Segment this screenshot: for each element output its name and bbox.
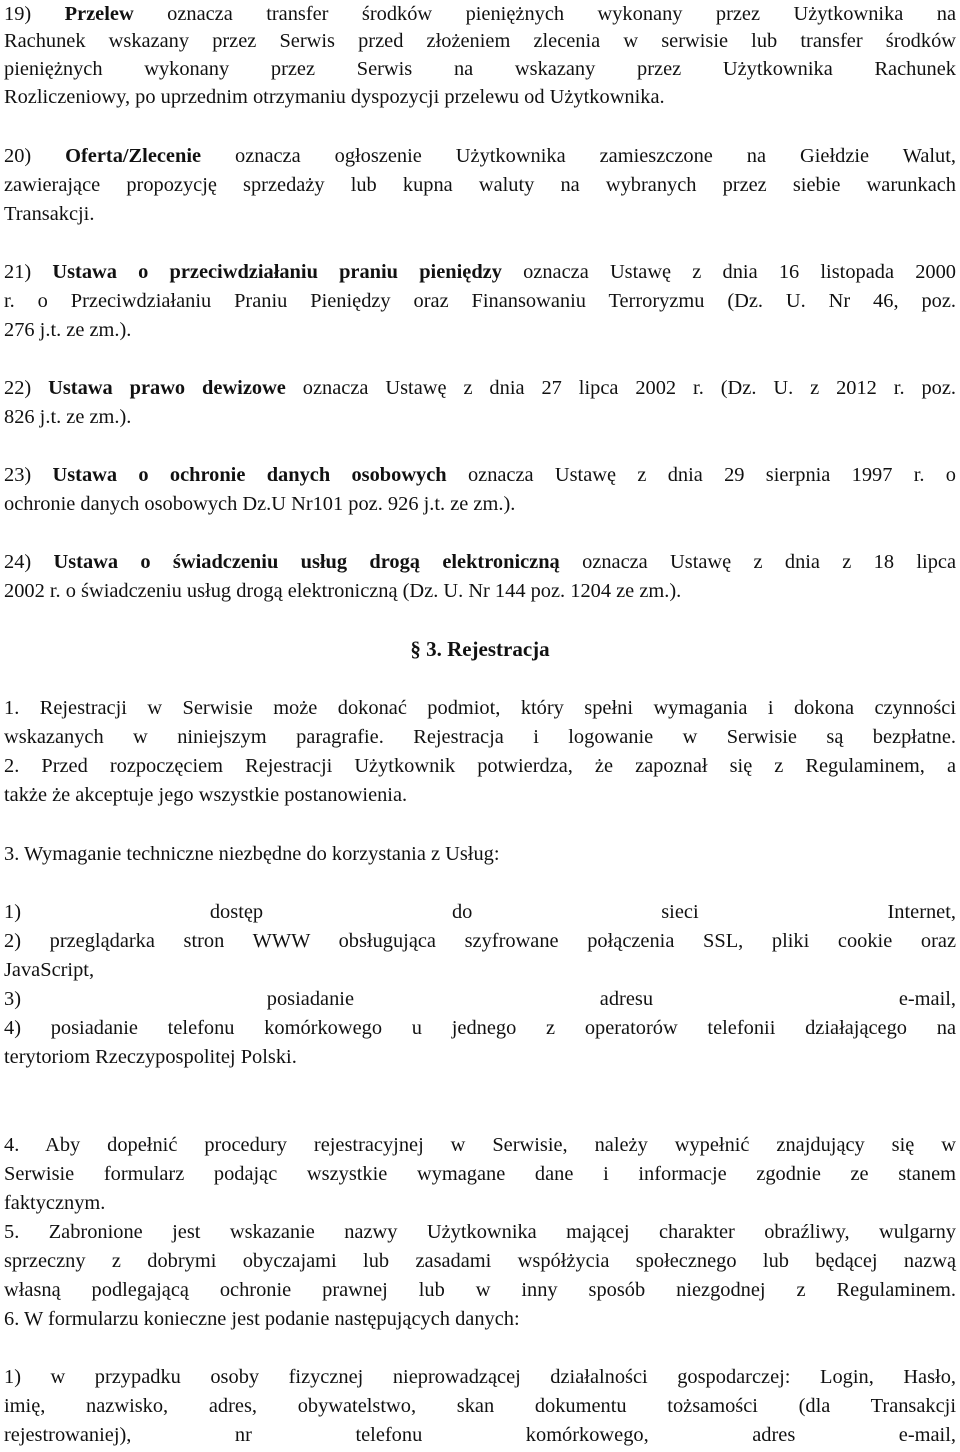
bold-term: Ustawa o świadczeniu usług drogą elektroniczną [53,551,560,573]
text-run: 5. Zabronione jest wskazanie nazwy Użytkownika mającej charakter obraźliwy, wulgarny [4,1221,956,1243]
text-line [4,898,956,927]
text-line [4,171,956,200]
text-line [4,83,956,112]
text-run: 3. Wymaganie techniczne niezbędne do korzystania z Usług: [4,843,500,865]
text-run: także że akceptuje jego wszystkie postanowienia. [4,784,408,806]
text-line [4,1218,956,1247]
text-line [4,316,956,345]
bold-term: Ustawa prawo dewizowe [48,377,286,399]
text-line [4,55,956,84]
text-line [4,1043,956,1072]
text-line [4,1363,956,1392]
text-run: zawierające propozycję sprzedaży lub kupna waluty na wybranych przez siebie warunkach [4,174,956,196]
text-line [4,490,956,519]
text-line [4,1392,956,1421]
text-line [4,781,956,810]
text-line [4,694,956,723]
bold-term: Ustawa o ochronie danych osobowych [52,464,447,486]
text-line [4,1014,956,1043]
text-line [4,142,956,171]
text-line [4,1421,956,1450]
text-run: Rozliczeniowy, po uprzednim otrzymaniu dyspozycji przelewu od Użytkownika. [4,86,665,108]
text-run: 4) posiadanie telefonu komórkowego u jednego z operatorów telefonii działającego na [4,1017,956,1039]
text-run: r. o Przeciwdziałaniu Praniu Pieniędzy oraz Finansowaniu Terroryzmu (Dz. U. Nr 46, poz. [4,290,956,312]
text-run: 4. Aby dopełnić procedury rejestracyjnej w Serwisie, należy wypełnić znajdujący się w [4,1134,956,1156]
text-run: wskazanych w niniejszym paragrafie. Rejestracja i logowanie w Serwisie są bezpłatne. [4,726,956,748]
text-run: 276 j.t. ze zm.). [4,319,132,341]
text-line [4,0,956,29]
text-line [4,461,956,490]
text-line [4,287,956,316]
text-run: Rachunek wskazany przez Serwis przed złożeniem zlecenia w serwisie lub transfer środków [4,30,956,52]
text-line [4,200,956,229]
text-run: oznacza transfer środków pieniężnych wykonany przez Użytkownika na [133,3,957,25]
text-line [4,403,956,432]
text-line [4,840,956,869]
text-line [4,985,956,1014]
text-run: 1. Rejestracji w Serwisie może dokonać podmiot, który spełni wymagania i dokona czynności [4,697,956,719]
text-line [4,374,956,403]
text-run: oznacza Ustawę z dnia 16 listopada 2000 [501,261,956,283]
text-line [4,956,956,985]
text-run: 19) [4,3,65,25]
text-run: 6. W formularzu konieczne jest podanie następujących danych: [4,1308,520,1330]
text-line [4,1276,956,1305]
text-line [4,1160,956,1189]
text-run: imię, nazwisko, adres, obywatelstwo, skan dokumentu tożsamości (dla Transakcji [4,1395,956,1417]
text-run: sprzeczny z dobrymi obyczajami lub zasadami współżycia społecznego lub będącej nazwą [4,1250,956,1272]
text-line [4,723,956,752]
text-run: oznacza Ustawę z dnia 29 sierpnia 1997 r. o [446,464,957,486]
text-line [4,1305,956,1334]
text-line [4,635,956,664]
bold-term: Ustawa o przeciwdziałaniu praniu pieniędzy [52,261,502,283]
bold-term: Przelew [64,3,134,25]
text-run: JavaScript, [4,959,95,981]
bold-term: Oferta/Zlecenie [65,145,202,167]
text-run: rejestrowaniej), nr telefonu komórkowego, adres e-mail, [4,1424,956,1446]
text-run: 20) [4,145,66,167]
bold-term: § 3. Rejestracja [410,637,550,661]
text-line [4,577,956,606]
text-line [4,927,956,956]
text-run: pieniężnych wykonany przez Serwis na wskazany przez Użytkownika Rachunek [4,58,956,80]
text-run: 2002 r. o świadczeniu usług drogą elektroniczną (Dz. U. Nr 144 poz. 1204 ze zm.). [4,580,682,602]
text-run: faktycznym. [4,1192,106,1214]
text-line [4,1189,956,1218]
text-run: Transakcji. [4,203,95,225]
text-run: Serwisie formularz podając wszystkie wymagane dane i informacje zgodnie ze stanem [4,1163,956,1185]
text-run: 21) [4,261,53,283]
text-line [4,258,956,287]
text-run: 2) przeglądarka stron WWW obsługująca szyfrowane połączenia SSL, pliki cookie oraz [4,930,956,952]
text-line [4,27,956,56]
text-line [4,548,956,577]
text-run: własną podlegającą ochronie prawnej lub w inny sposób niezgodnej z Regulaminem. [4,1279,956,1301]
text-run: 826 j.t. ze zm.). [4,406,132,428]
text-run: 3) posiadanie adresu e-mail, [4,988,956,1010]
text-run: 22) [4,377,49,399]
text-line [4,1131,956,1160]
text-run: 2. Przed rozpoczęciem Rejestracji Użytkownik potwierdza, że zapoznał się z Regulaminem, a [4,755,956,777]
text-line [4,752,956,781]
text-run: 23) [4,464,53,486]
text-run: 1) w przypadku osoby fizycznej nieprowadzącej działalności gospodarczej: Login, Hasło, [4,1366,956,1388]
text-run: terytoriom Rzeczypospolitej Polski. [4,1046,297,1068]
text-line [4,1247,956,1276]
text-run: oznacza Ustawę z dnia z 18 lipca [559,551,957,573]
text-run: 24) [4,551,54,573]
text-run: 1) dostęp do sieci Internet, [4,901,956,923]
text-run: oznacza ogłoszenie Użytkownika zamieszczone na Giełdzie Walut, [201,145,956,167]
text-run: ochronie danych osobowych Dz.U Nr101 poz. 926 j.t. ze zm.). [4,493,516,515]
text-run: oznacza Ustawę z dnia 27 lipca 2002 r. (Dz. U. z 2012 r. poz. [285,377,957,399]
